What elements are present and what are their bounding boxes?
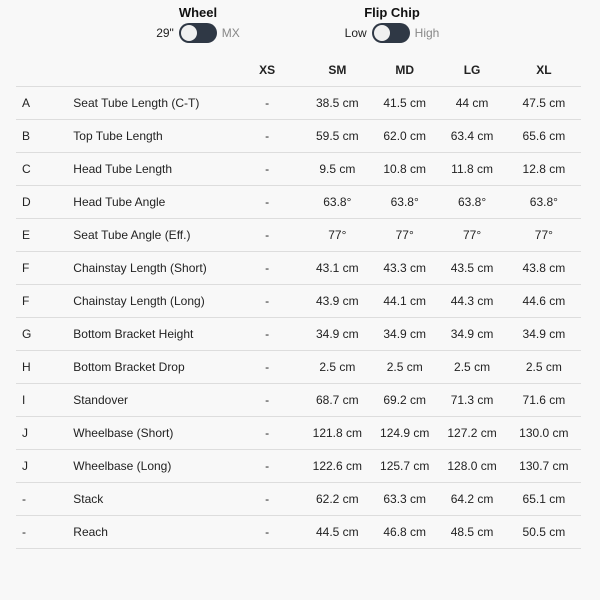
row-key: F (16, 252, 73, 285)
wheel-toggle-group (143, 5, 253, 44)
row-value-sm: 122.6 cm (303, 450, 372, 483)
row-key: B (16, 120, 73, 153)
row-key: I (16, 384, 73, 417)
row-key: - (16, 516, 73, 549)
toggle-bar (0, 0, 600, 50)
wheel-toggle-row (143, 22, 253, 44)
row-value-xl: 2.5 cm (507, 351, 581, 384)
row-value-md: 124.9 cm (372, 417, 437, 450)
header-size-sm: SM (303, 54, 372, 87)
row-value-md: 125.7 cm (372, 450, 437, 483)
row-value-xl: 47.5 cm (507, 87, 581, 120)
flip-chip-option-low[interactable]: Low (344, 26, 367, 40)
wheel-option-mx[interactable]: MX (221, 26, 240, 40)
row-key: G (16, 318, 73, 351)
row-measurement-name: Stack (73, 483, 231, 516)
table-row (16, 120, 581, 153)
row-value-lg: 11.8 cm (437, 153, 506, 186)
table-row (16, 186, 581, 219)
flip-chip-toggle-title: Flip Chip (364, 5, 420, 20)
geometry-header-row (16, 54, 581, 87)
geometry-table-body (16, 87, 581, 549)
row-value-xs: - (232, 384, 303, 417)
row-value-sm: 9.5 cm (303, 153, 372, 186)
table-row (16, 450, 581, 483)
row-value-xs: - (232, 417, 303, 450)
row-value-xs: - (232, 318, 303, 351)
row-measurement-name: Top Tube Length (73, 120, 231, 153)
header-measurement (73, 54, 231, 87)
row-value-md: 43.3 cm (372, 252, 437, 285)
row-value-xs: - (232, 516, 303, 549)
wheel-toggle-title: Wheel (178, 5, 218, 20)
table-row (16, 483, 581, 516)
row-value-md: 63.8° (372, 186, 437, 219)
row-value-lg: 127.2 cm (437, 417, 506, 450)
row-value-xl: 77° (507, 219, 581, 252)
row-measurement-name: Reach (73, 516, 231, 549)
row-value-xs: - (232, 87, 303, 120)
row-value-md: 34.9 cm (372, 318, 437, 351)
row-value-xs: - (232, 153, 303, 186)
row-value-lg: 71.3 cm (437, 384, 506, 417)
table-row (16, 285, 581, 318)
row-value-sm: 77° (303, 219, 372, 252)
row-value-lg: 63.8° (437, 186, 506, 219)
row-measurement-name: Seat Tube Angle (Eff.) (73, 219, 231, 252)
row-value-md: 77° (372, 219, 437, 252)
row-value-xs: - (232, 351, 303, 384)
row-value-md: 10.8 cm (372, 153, 437, 186)
row-measurement-name: Head Tube Length (73, 153, 231, 186)
flip-chip-switch-knob (374, 25, 390, 41)
row-value-xs: - (232, 450, 303, 483)
flip-chip-toggle-group (332, 5, 452, 44)
wheel-option-29[interactable]: 29" (156, 26, 174, 40)
row-key: J (16, 450, 73, 483)
row-value-md: 2.5 cm (372, 351, 437, 384)
table-row (16, 516, 581, 549)
row-key: E (16, 219, 73, 252)
row-value-xs: - (232, 252, 303, 285)
row-value-xl: 130.0 cm (507, 417, 581, 450)
row-value-md: 63.3 cm (372, 483, 437, 516)
row-value-xl: 44.6 cm (507, 285, 581, 318)
row-value-xs: - (232, 120, 303, 153)
table-row (16, 219, 581, 252)
row-value-lg: 34.9 cm (437, 318, 506, 351)
row-value-sm: 62.2 cm (303, 483, 372, 516)
row-value-lg: 2.5 cm (437, 351, 506, 384)
row-value-xl: 65.6 cm (507, 120, 581, 153)
row-value-sm: 43.9 cm (303, 285, 372, 318)
row-value-sm: 2.5 cm (303, 351, 372, 384)
row-value-md: 41.5 cm (372, 87, 437, 120)
row-value-xl: 63.8° (507, 186, 581, 219)
row-key: D (16, 186, 73, 219)
row-measurement-name: Chainstay Length (Short) (73, 252, 231, 285)
row-value-xl: 34.9 cm (507, 318, 581, 351)
table-row (16, 252, 581, 285)
row-value-md: 46.8 cm (372, 516, 437, 549)
row-value-sm: 63.8° (303, 186, 372, 219)
row-measurement-name: Bottom Bracket Height (73, 318, 231, 351)
row-key: C (16, 153, 73, 186)
row-measurement-name: Wheelbase (Long) (73, 450, 231, 483)
row-value-lg: 48.5 cm (437, 516, 506, 549)
header-key (16, 54, 73, 87)
row-value-lg: 128.0 cm (437, 450, 506, 483)
row-value-md: 62.0 cm (372, 120, 437, 153)
row-measurement-name: Bottom Bracket Drop (73, 351, 231, 384)
wheel-switch-knob (181, 25, 197, 41)
row-measurement-name: Head Tube Angle (73, 186, 231, 219)
row-value-md: 44.1 cm (372, 285, 437, 318)
row-value-sm: 34.9 cm (303, 318, 372, 351)
row-value-xl: 12.8 cm (507, 153, 581, 186)
table-row (16, 417, 581, 450)
row-value-sm: 44.5 cm (303, 516, 372, 549)
row-key: F (16, 285, 73, 318)
row-value-xl: 50.5 cm (507, 516, 581, 549)
row-value-xl: 71.6 cm (507, 384, 581, 417)
geometry-table (16, 54, 581, 549)
row-measurement-name: Wheelbase (Short) (73, 417, 231, 450)
header-size-xs: XS (232, 54, 303, 87)
row-key: H (16, 351, 73, 384)
row-value-sm: 38.5 cm (303, 87, 372, 120)
table-row (16, 351, 581, 384)
row-value-sm: 59.5 cm (303, 120, 372, 153)
row-value-xs: - (232, 285, 303, 318)
flip-chip-option-high[interactable]: High (414, 26, 440, 40)
row-value-xl: 130.7 cm (507, 450, 581, 483)
table-row (16, 384, 581, 417)
row-value-lg: 63.4 cm (437, 120, 506, 153)
row-value-xs: - (232, 219, 303, 252)
flip-chip-toggle-row (332, 22, 452, 44)
row-value-lg: 44.3 cm (437, 285, 506, 318)
row-value-xl: 43.8 cm (507, 252, 581, 285)
row-value-xs: - (232, 186, 303, 219)
header-size-lg: LG (437, 54, 506, 87)
row-key: J (16, 417, 73, 450)
header-size-xl: XL (507, 54, 581, 87)
row-value-sm: 68.7 cm (303, 384, 372, 417)
row-value-lg: 64.2 cm (437, 483, 506, 516)
row-key: - (16, 483, 73, 516)
wheel-switch[interactable] (179, 23, 217, 43)
row-measurement-name: Seat Tube Length (C-T) (73, 87, 231, 120)
row-key: A (16, 87, 73, 120)
header-size-md: MD (372, 54, 437, 87)
row-value-xs: - (232, 483, 303, 516)
row-value-lg: 77° (437, 219, 506, 252)
row-value-sm: 121.8 cm (303, 417, 372, 450)
flip-chip-switch[interactable] (372, 23, 410, 43)
row-value-lg: 43.5 cm (437, 252, 506, 285)
table-row (16, 318, 581, 351)
row-measurement-name: Chainstay Length (Long) (73, 285, 231, 318)
row-value-md: 69.2 cm (372, 384, 437, 417)
row-value-sm: 43.1 cm (303, 252, 372, 285)
table-row (16, 87, 581, 120)
row-value-xl: 65.1 cm (507, 483, 581, 516)
row-measurement-name: Standover (73, 384, 231, 417)
row-value-lg: 44 cm (437, 87, 506, 120)
table-row (16, 153, 581, 186)
